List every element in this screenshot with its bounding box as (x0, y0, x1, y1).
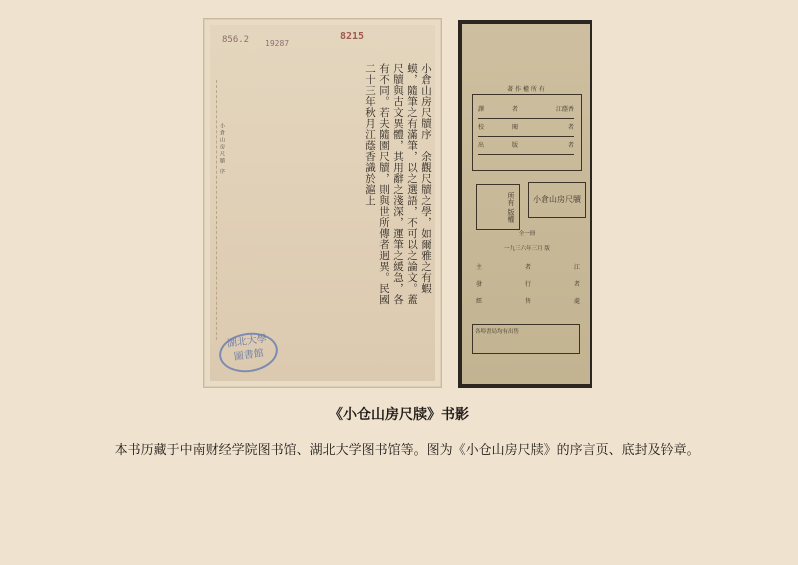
row-cell: 江蔭香 (555, 106, 574, 113)
accession-number: 19287 (265, 39, 290, 48)
credit-cell: 行 (524, 281, 531, 288)
preface-text: 小倉山房尺牘序 余觀尺牘之學，如爾雅之有蝦蟆，隨筆之有滿筆，以之選語，不可以之論文。蓋尺牘與古文異體，其用辭之淺深，運筆之緩急，各有不同。若夫隨園尺牘，則與世所傳者迥異。民國二十三年秋月江蔭香識於滬上 (364, 63, 432, 305)
colophon-row (478, 140, 574, 155)
row-cell: 者 (567, 142, 574, 149)
credit-row (476, 279, 580, 288)
row-cell: 者 (567, 124, 574, 131)
row-cell: 譯 (478, 106, 485, 113)
volume-line: 全一冊 (518, 231, 536, 237)
margin-line (216, 80, 218, 340)
credit-cell: 者 (524, 264, 531, 271)
colophon-ad-title: 著 作 權 所 有 (507, 86, 545, 93)
colophon-page-photo (458, 20, 592, 388)
credit-cell: 處 (573, 298, 580, 305)
figure-description: 本书历藏于中南财经学院图书馆、湖北大学图书馆等。图为《小仓山房尺牍》的序言页、底封及钤章。 (114, 443, 700, 458)
credit-cell: 經 (476, 298, 483, 305)
credit-row (476, 262, 580, 271)
seal-line-1: 湖北大學 (226, 333, 268, 350)
credit-cell: 主 (476, 264, 483, 271)
copyright-tag: 所有 版權 (476, 184, 520, 230)
edition-line: 一九三六年三月 版 (504, 246, 550, 252)
colophon-row (478, 122, 574, 137)
call-number: 856.2 (222, 35, 250, 45)
row-cell: 者 (512, 106, 519, 113)
library-seal-stamp (217, 329, 281, 376)
red-stamp-number: 8215 (340, 31, 365, 42)
preface-page (210, 25, 435, 381)
credit-cell: 發 (476, 281, 483, 288)
book-title-strip: 小倉山房尺牘 (528, 182, 586, 218)
margin-title: 小倉山房尺牘 序 (219, 123, 225, 176)
figure-caption: 《小仓山房尺牍》书影 (329, 407, 469, 423)
seal-line-2: 圖書館 (233, 347, 265, 364)
colophon-page (462, 24, 590, 384)
credit-row (476, 296, 580, 305)
row-cell: 版 (512, 142, 519, 149)
credit-grid (476, 262, 580, 313)
row-cell: 校 (478, 124, 485, 131)
preface-page-photo (203, 18, 442, 388)
credit-cell: 者 (573, 281, 580, 288)
colophon-row (478, 104, 574, 119)
credit-cell: 江 (573, 264, 580, 271)
seller-box: 各埠書局均有出售 (472, 324, 580, 354)
credit-cell: 售 (524, 298, 531, 305)
row-cell: 閱 (512, 124, 519, 131)
row-cell: 出 (478, 142, 485, 149)
